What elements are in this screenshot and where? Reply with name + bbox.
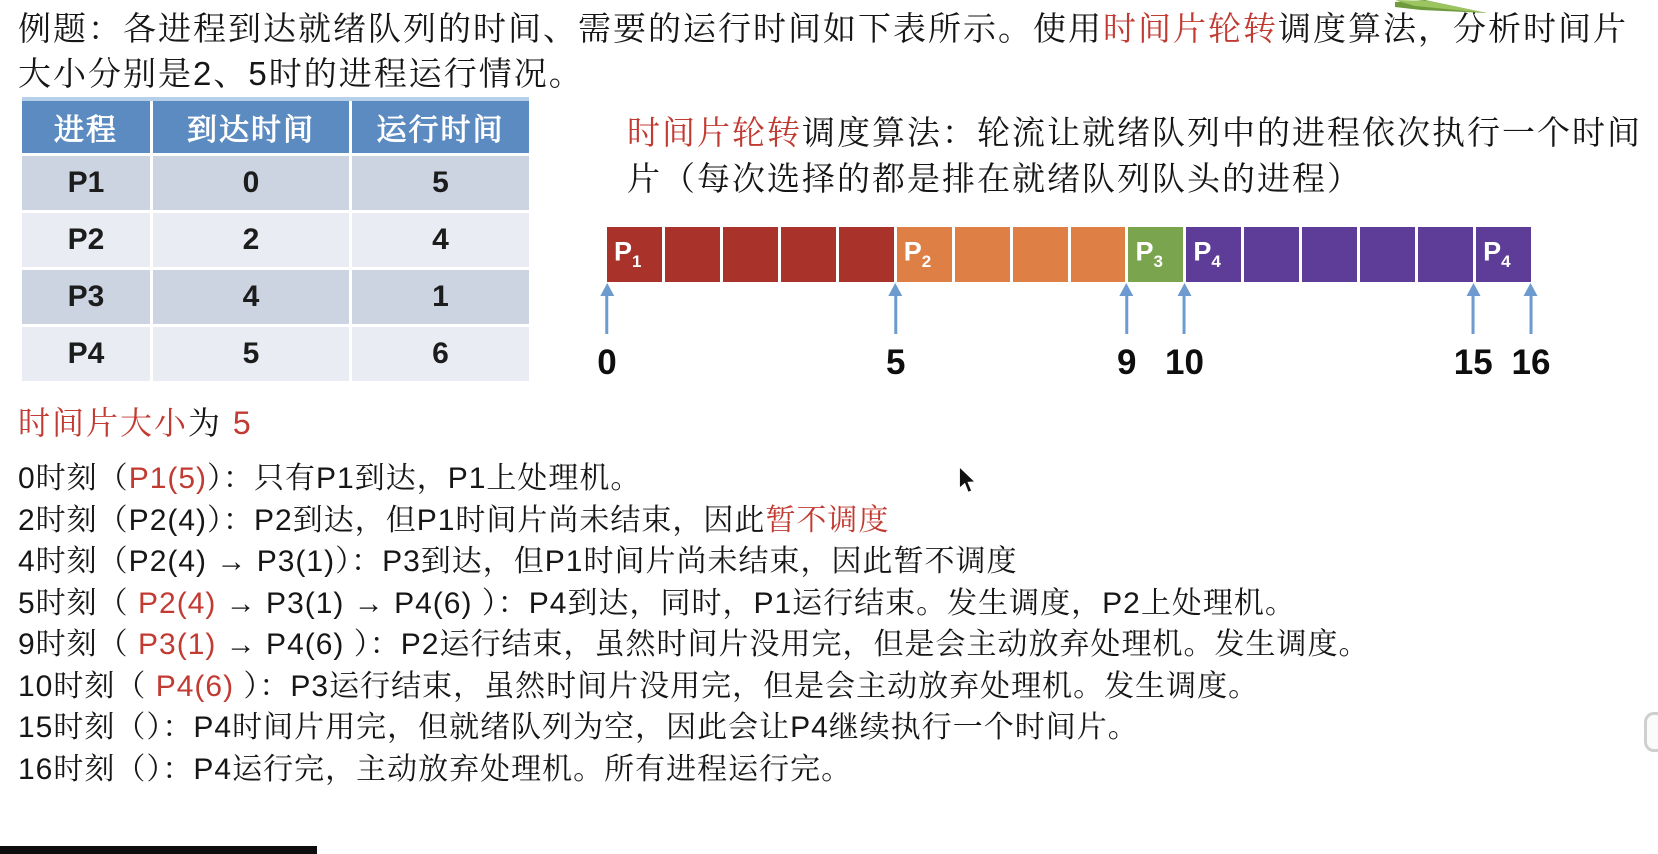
table-cell: 5 <box>352 156 529 210</box>
gantt-cell <box>1418 227 1473 282</box>
slice-heading-mid: 为 <box>188 405 233 441</box>
timeline-events <box>18 458 1652 790</box>
up-arrow-stem <box>1125 296 1128 334</box>
event-text: P1(5) <box>128 462 208 495</box>
gantt-cell <box>607 227 662 282</box>
algorithm-name-highlight: 时间片轮转 <box>627 114 802 151</box>
event-text: → P3(1) → P4(6) ）：P4到达，同时，P1运行结束。发生调度，P2上处理机。 <box>216 586 1296 620</box>
event-line <box>18 707 1652 749</box>
mouse-cursor-icon <box>958 466 978 495</box>
gantt-cell-label: $P_4$ <box>1193 236 1221 271</box>
process-table <box>22 97 529 381</box>
up-arrow-icon <box>1466 283 1480 296</box>
up-arrow-icon <box>1178 283 1192 296</box>
table-cell: 4 <box>153 270 349 324</box>
table-cell: P1 <box>22 156 150 210</box>
gantt-chart-bar <box>607 227 1531 282</box>
event-text: P4(6) <box>155 669 235 703</box>
time-slice-heading <box>18 398 253 444</box>
event-line <box>18 666 1652 708</box>
timeline-tick <box>1512 283 1551 383</box>
column-header: 进程 <box>22 101 150 153</box>
event-text: 5时刻（ <box>18 586 139 620</box>
problem-statement <box>18 6 1650 96</box>
timeline-tick <box>597 283 616 383</box>
gantt-cell <box>1013 227 1068 282</box>
event-text: 暂不调度 <box>765 503 890 537</box>
event-text: P3(1) <box>138 628 217 661</box>
event-text: 2时刻（P2(4)）：P2到达，但P1时间片尚未结束，因此 <box>18 503 766 537</box>
up-arrow-icon <box>600 283 614 296</box>
event-text: 9时刻（ <box>18 628 139 661</box>
slice-heading-lead: 时间片大小 <box>18 405 189 441</box>
problem-text-highlight: 时间片轮转 <box>1103 10 1278 47</box>
table-cell: 2 <box>153 213 349 267</box>
up-arrow-icon <box>1120 283 1134 296</box>
problem-text-pre: 例题：各进程到达就绪队列的时间、需要的运行时间如下表所示。使用 <box>18 10 1103 47</box>
event-text: 0时刻（ <box>18 462 129 495</box>
right-edge-widget <box>1644 712 1658 752</box>
gantt-cell-label: $P_4$ <box>1483 236 1511 271</box>
up-arrow-stem <box>606 296 609 334</box>
event-line <box>18 500 1652 542</box>
event-line <box>18 624 1652 666</box>
process-table-body <box>22 156 529 381</box>
column-header: 运行时间 <box>352 101 529 153</box>
tick-label: 10 <box>1165 343 1204 382</box>
event-text: 10时刻（ <box>18 669 156 703</box>
algorithm-description <box>627 110 1657 202</box>
algorithm-description-text: 调度算法：轮流让就绪队列中的进程依次执行一个时间片（每次选择的都是排在就绪队列队头的进程） <box>627 114 1642 197</box>
timeline-tick <box>1454 283 1493 383</box>
tick-label: 15 <box>1453 343 1493 382</box>
gantt-cell <box>1302 227 1357 282</box>
table-row <box>22 270 529 324</box>
tick-label: 9 <box>1117 343 1137 382</box>
up-arrow-stem <box>1530 296 1533 334</box>
event-text: ）：P3运行结束，虽然时间片没用完，但是会主动放弃处理机。发生调度。 <box>234 669 1260 703</box>
event-text: 15时刻（）：P4时间片用完，但就绪队列为空，因此会让P4继续执行一个时间片。 <box>18 711 1139 744</box>
table-cell: 0 <box>153 156 349 210</box>
gantt-cell <box>839 227 894 282</box>
gantt-cell-label: $P_2$ <box>903 236 932 271</box>
gantt-cell <box>1128 227 1183 282</box>
tick-label: 0 <box>597 343 617 382</box>
table-row <box>22 327 529 381</box>
event-text: P2(4) <box>138 586 217 620</box>
event-text: 4时刻（P2(4) → P3(1)）：P3到达，但P1时间片尚未结束，因此暂不调度 <box>18 545 1018 578</box>
slice-heading-value: 5 <box>232 405 253 441</box>
table-cell: 6 <box>352 327 529 381</box>
event-line <box>18 583 1652 625</box>
timeline-tick <box>1165 283 1204 383</box>
tick-label: 16 <box>1511 343 1551 382</box>
gantt-cell <box>897 227 952 282</box>
gantt-cell <box>1476 227 1531 282</box>
up-arrow-stem <box>1472 296 1475 334</box>
gantt-cell <box>955 227 1010 282</box>
table-cell: P4 <box>22 327 150 381</box>
gantt-cell-label: $P_3$ <box>1135 236 1163 271</box>
gantt-cell <box>665 227 720 282</box>
table-cell: 4 <box>352 213 529 267</box>
table-row <box>22 213 529 267</box>
event-text: ）：只有P1到达，P1上处理机。 <box>207 462 642 495</box>
gantt-cell <box>1186 227 1241 282</box>
column-header: 到达时间 <box>153 101 349 153</box>
timeline-tick <box>886 283 905 383</box>
table-cell: 5 <box>153 327 349 381</box>
gantt-cell <box>1360 227 1415 282</box>
gantt-cell <box>1244 227 1299 282</box>
table-cell: 1 <box>352 270 529 324</box>
up-arrow-icon <box>889 283 903 296</box>
table-cell: P3 <box>22 270 150 324</box>
process-table-header <box>22 101 529 153</box>
table-cell: P2 <box>22 213 150 267</box>
gantt-cell <box>723 227 778 282</box>
event-line <box>18 749 1652 791</box>
event-text: → P4(6) ）：P2运行结束，虽然时间片没用完，但是会主动放弃处理机。发生调度。 <box>216 628 1370 661</box>
problem-text-post: 调度算法，分析时间片大小分别是2、5时的进程运行情况。 <box>18 10 1628 92</box>
event-line <box>18 458 1652 500</box>
timeline-tick <box>1117 283 1136 383</box>
up-arrow-stem <box>894 296 897 334</box>
up-arrow-icon <box>1524 283 1538 296</box>
leaf-decoration-icon <box>1395 0 1490 16</box>
gantt-cell <box>1071 227 1126 282</box>
tick-label: 5 <box>886 343 906 382</box>
gantt-cell-label: $P_1$ <box>614 236 642 271</box>
bottom-black-bar <box>0 846 317 854</box>
event-line <box>18 541 1652 583</box>
table-row <box>22 156 529 210</box>
gantt-cell <box>781 227 836 282</box>
gantt-timeline-ticks <box>597 283 1551 393</box>
up-arrow-stem <box>1183 296 1186 334</box>
event-text: 16时刻（）：P4运行完，主动放弃处理机。所有进程运行完。 <box>18 752 853 786</box>
